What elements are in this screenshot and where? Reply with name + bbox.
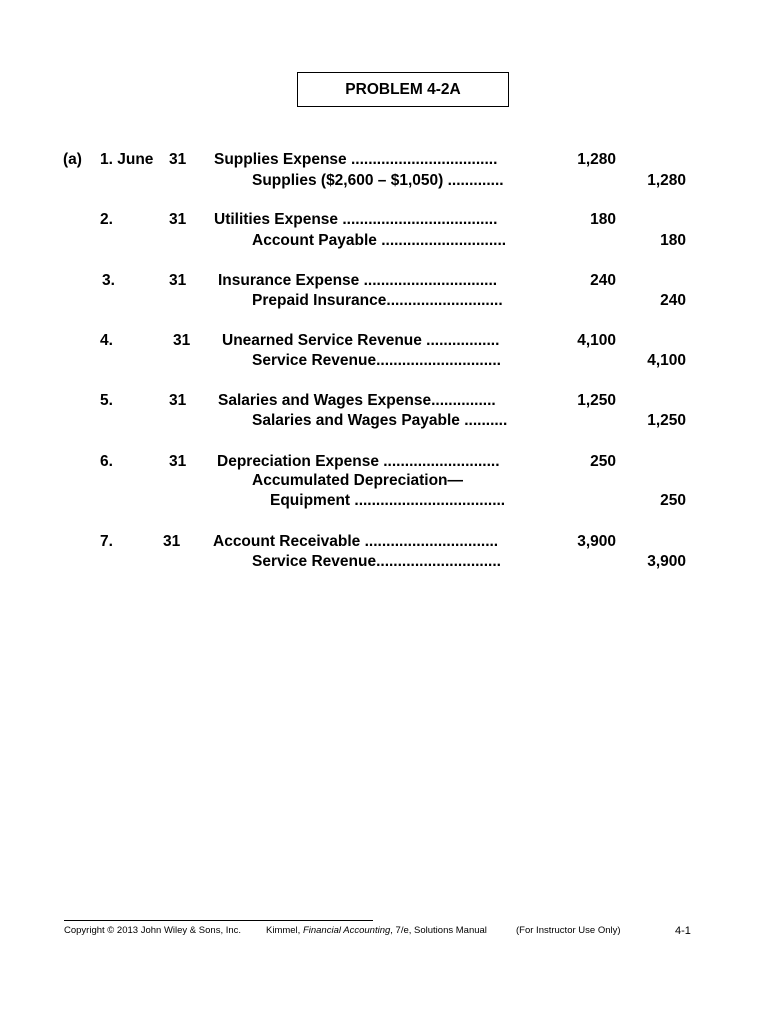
credit-amount: 240 [660,292,686,309]
credit-account: Accumulated Depreciation— [252,472,464,489]
debit-amount: 180 [590,211,616,228]
credit-amount: 1,280 [647,172,686,189]
entry-day: 31 [169,211,187,228]
entry-number: 2. [100,211,113,228]
credit-account: Account Payable ............................. [252,232,507,249]
entry-day: 31 [169,151,187,168]
credit-account: Salaries and Wages Payable .......... [252,412,508,429]
debit-account: Unearned Service Revenue ................. [222,332,500,349]
entry-day: 31 [169,392,187,409]
entry-day: 31 [163,533,181,550]
footer-divider [64,920,373,921]
credit-account: Service Revenue............................. [252,352,501,369]
page-number: 4-1 [675,925,691,937]
footer-citation [266,924,487,938]
entry-day: 31 [169,453,187,470]
credit-amount: 180 [660,232,686,249]
entry-number: 5. [100,392,113,409]
credit-amount: 4,100 [647,352,686,369]
entry-number: 1. June [100,151,154,168]
debit-amount: 250 [590,453,616,470]
debit-account: Salaries and Wages Expense............... [218,392,496,409]
part-label: (a) [63,151,82,168]
debit-account: Depreciation Expense ........................... [217,453,500,470]
credit-account-continued: Equipment ................................... [270,492,506,509]
credit-account: Supplies ($2,600 – $1,050) ............. [252,172,504,189]
credit-amount: 250 [660,492,686,509]
entry-number: 4. [100,332,113,349]
debit-amount: 240 [590,272,616,289]
debit-amount: 1,280 [577,151,616,168]
debit-amount: 1,250 [577,392,616,409]
footer-book-title: Financial Accounting [302,925,391,936]
entry-number: 3. [102,272,115,289]
footer-author: Kimmel, [266,925,301,936]
debit-account: Account Receivable ............................... [213,533,499,550]
problem-title: PROBLEM 4-2A [297,72,509,107]
entry-day: 31 [169,272,187,289]
credit-account: Service Revenue............................. [252,553,501,570]
credit-amount: 1,250 [647,412,686,429]
credit-account: Prepaid Insurance........................... [252,292,503,309]
debit-account: Insurance Expense ............................... [218,272,498,289]
entry-number: 7. [100,533,113,550]
footer-copyright: Copyright © 2013 John Wiley & Sons, Inc. [64,925,242,936]
debit-account: Utilities Expense .................................... [214,211,498,228]
credit-amount: 3,900 [647,553,686,570]
footer-note: (For Instructor Use Only) [516,925,621,936]
entry-day: 31 [173,332,191,349]
footer-edition: , 7/e, Solutions Manual [390,925,487,936]
debit-amount: 3,900 [577,533,616,550]
debit-amount: 4,100 [577,332,616,349]
debit-account: Supplies Expense .................................. [214,151,498,168]
entry-number: 6. [100,453,113,470]
